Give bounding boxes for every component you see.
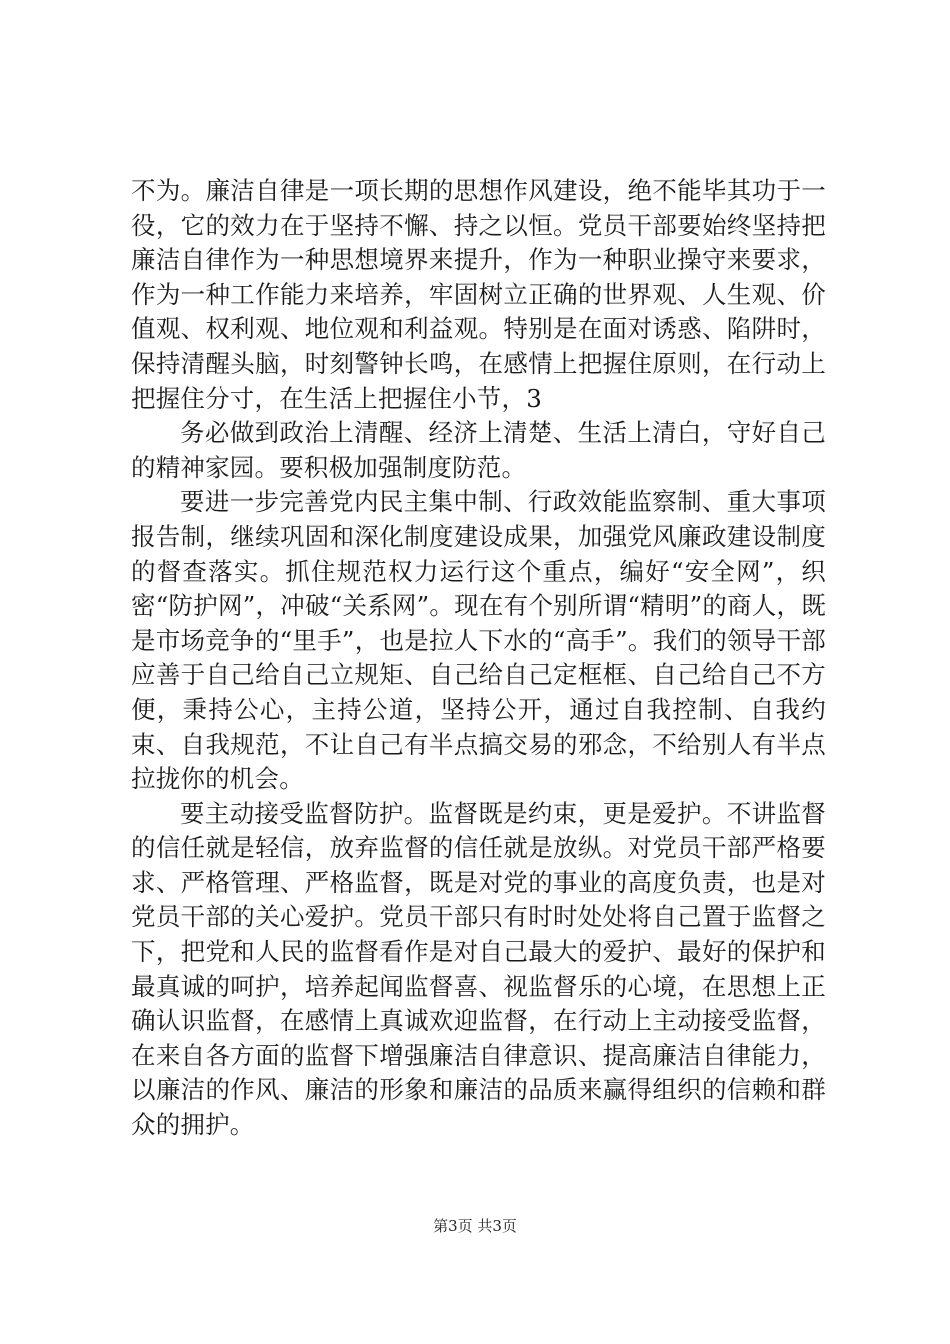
document-body [131, 174, 826, 1143]
paragraph-1: 不为。廉洁自律是一项长期的思想作风建设，绝不能毕其功于一役，它的效力在于坚持不懈、持之以恒。党员干部要始终坚持把廉洁自律作为一种思想境界来提升，作为一种职业操守来要求，作为一种工作能力来培养，牢固树立正确的世界观、人生观、价值观、权利观、地位观和利益观。特别是在面对诱惑、陷阱时，保持清醒头脑，时刻警钟长鸣，在感情上把握住原则，在行动上把握住分寸，在生活上把握住小节，3 [131, 176, 826, 413]
page-footer: 第3页 共3页 [433, 1217, 517, 1235]
paragraph-4: 要主动接受监督防护。监督既是约束，更是爱护。不讲监督的信任就是轻信，放弃监督的信任就是放纵。对党员干部严格要求、严格管理、严格监督，既是对党的事业的高度负责，也是对党员干部的关心爱护。党员干部只有时时处处将自己置于监督之下，把党和人民的监督看作是对自己最大的爱护、最好的保护和最真诚的呵护，培养起闻监督喜、视监督乐的心境，在思想上正确认识监督，在感情上真诚欢迎监督，在行动上主动接受监督，在来自各方面的监督下增强廉洁自律意识、提高廉洁自律能力，以廉洁的作风、廉洁的形象和廉洁的品质来赢得组织的信赖和群众的拥护。 [131, 798, 826, 1140]
paragraph-3: 要进一步完善党内民主集中制、行政效能监察制、重大事项报告制，继续巩固和深化制度建设成果，加强党风廉政建设制度的督查落实。抓住规范权力运行这个重点，编好“安全网”，织密“防护网”，冲破“关系网”。现在有个别所谓“精明”的商人，既是市场竞争的“里手”，也是拉人下水的“高手”。我们的领导干部应善于自己给自己立规矩、自己给自己定框框、自己给自己不方便，秉持公心，主持公道，坚持公开，通过自我控制、自我约束、自我规范，不让自己有半点搞交易的邪念，不给别人有半点拉拢你的机会。 [131, 487, 826, 794]
paragraph-2: 务必做到政治上清醒、经济上清楚、生活上清白，守好自己的精神家园。要积极加强制度防范。 [131, 418, 826, 482]
